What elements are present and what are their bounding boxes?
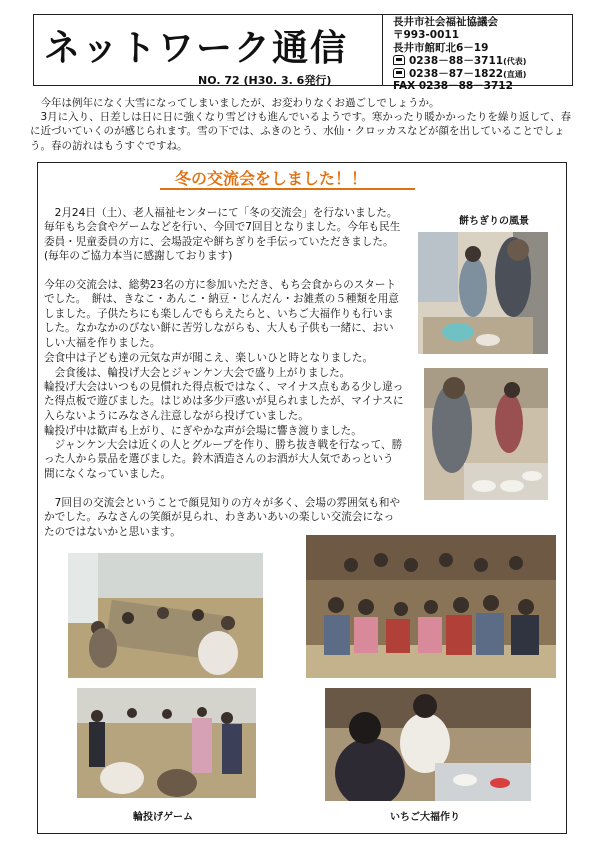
photo-group [306, 535, 556, 678]
phone-icon [393, 55, 405, 65]
article-heading: 冬の交流会をしました！！ [175, 169, 368, 188]
org-tel1 [393, 55, 526, 68]
article-paragraph: ジャンケン大会は近くの人とグループを作り、勝ち抜き戦を行なって、勝った人から景品を選びました。鈴木酒造さんのお酒が大人気であっという間になくなっていました。 [44, 439, 403, 480]
photo-dining-hall-image [68, 553, 263, 678]
newsletter-title: ネットワーク通信 [44, 28, 349, 69]
photo-ring-toss-image [77, 688, 256, 798]
photo-strawberry-daifuku-image [325, 688, 531, 801]
tel2-note: (直通) [503, 70, 527, 79]
photo-mochi-serving [424, 368, 548, 500]
photo-mochi-tearing [418, 232, 548, 354]
photo-mochi-serving-image [424, 368, 548, 500]
greeting-line-2: 3月に入り、日差しは日に日に強くなり雪どけも進んでいるようです。寒かったり暖かかったりを繰り返して、春に近づいていくのが感じられます。雪の下では、ふきのとう、水仙・クロッカスなどが顔を出していることでしょう。春の訪れはもうすぐですね。 [30, 111, 572, 152]
tel1-note: (代表) [503, 57, 527, 66]
photo-group-image [306, 535, 556, 678]
org-address: 長井市館町北6－19 [393, 42, 489, 54]
article-paragraph: 輪投げ中は歓声も上がり、にぎやかな声が会場に響き渡りました。 [44, 425, 362, 437]
article-paragraph: 7回目の交流会ということで顔見知りの方々が多く、会場の雰囲気も和やかでした。みなさんの笑顔が見られ、わきあいあいの楽しい交流会になったのではないかと思います。 [44, 497, 401, 538]
tel2-number: 0238－87－1822 [409, 68, 504, 80]
greeting-text [30, 96, 575, 153]
article-paragraph: 今年の交流会は、総勢23名の方に参加いただき、もち会食からのスタートでした。 餅は、きなこ・あんこ・納豆・じんだん・お雑煮の５種類を用意しました。子供たちにも楽しんでもらえたらと、いちご大福作りも行いました。なかなかのびない餅に苦労しながらも、大人も子供も一緒に、おいしい大福を作りました。 [44, 279, 399, 349]
photo-mochi-tearing-image [418, 232, 548, 354]
photo-ring-toss [77, 688, 256, 798]
caption-wanage: 輪投げゲーム [133, 812, 193, 823]
heading-underline [160, 188, 415, 190]
photo-strawberry-daifuku [325, 688, 531, 801]
article-paragraph: 会食中は子ども達の元気な声が聞こえ、楽しいひと時となりました。 [44, 352, 374, 364]
phone-icon [393, 68, 405, 78]
org-postal: 〒993-0011 [393, 29, 459, 41]
article-paragraph: 輪投げ大会はいつもの見慣れた得点板ではなく、マイナス点もある少し違った得点板で遊びました。はじめは多少戸惑いが見られましたが、マイナスに入らないようにみなさん注意しながら投げていました。 [44, 381, 404, 422]
caption-mochi: 餅ちぎりの風景 [459, 216, 529, 227]
issue-number: NO. 72 (H30. 3. 6発行) [198, 74, 332, 87]
article-paragraph: 2月24日（土）、老人福祉センターにて「冬の交流会」を行ないました。毎年もち会食やゲームなどを行い、今回で7回目となりました。今年も民生委員・児童委員の方に、会場設定や餅ちぎりを手伝っていただきました。(毎年のご協力本当に感謝しております) [44, 207, 401, 263]
photo-dining-hall [68, 553, 263, 678]
org-name: 長井市社会福祉協議会 [393, 16, 498, 28]
article-paragraph: 会食後は、輪投げ大会とジャンケン大会で盛り上がりました。 [44, 367, 351, 379]
greeting-line-1: 今年は例年になく大雪になってしまいましたが、お変わりなくお過ごしでしょうか。 [30, 97, 440, 109]
org-fax: FAX 0238－88－3712 [393, 80, 513, 92]
tel1-number: 0238－88－3711 [409, 55, 504, 67]
caption-daifuku: いちご大福作り [390, 812, 460, 823]
